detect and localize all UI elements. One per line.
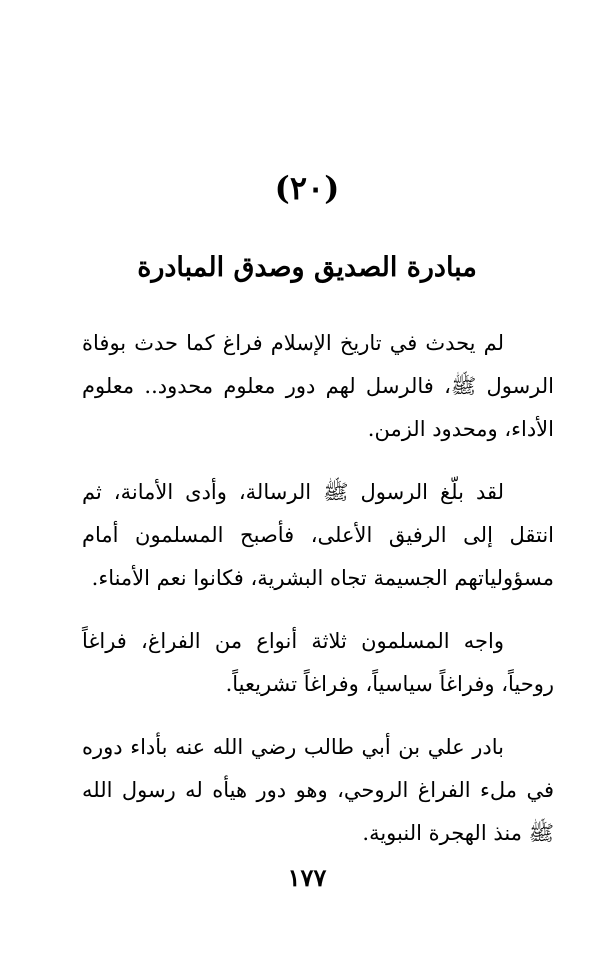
chapter-body [82,322,554,855]
paragraph: لم يحدث في تاريخ الإسلام فراغ كما حدث بوفاة الرسول ﷺ، فالرسل لهم دور معلوم محدود.. معلوم الأداء، ومحدود الزمن. [82,331,554,441]
chapter-number: (٢٠) [274,169,340,207]
paragraph: واجه المسلمون ثلاثة أنواع من الفراغ، فراغاً روحياً، وفراغاً سياسياً، وفراغاً تشريعياً. [82,629,554,696]
chapter-title: مبادرة الصديق وصدق المبادرة [137,252,477,283]
paragraph: بادر علي بن أبي طالب رضي الله عنه بأداء دوره في ملء الفراغ الروحي، وهو دور هيأه له رسول الله ﷺ منذ الهجرة النبوية. [82,735,554,845]
paragraph: لقد بلّغ الرسول ﷺ الرسالة، وأدى الأمانة، ثم انتقل إلى الرفيق الأعلى، فأصبح المسلمون أمام مسؤولياتهم الجسيمة تجاه البشرية، فكانوا نعم الأمناء. [82,480,554,590]
page-number: ١٧٧ [287,863,327,892]
